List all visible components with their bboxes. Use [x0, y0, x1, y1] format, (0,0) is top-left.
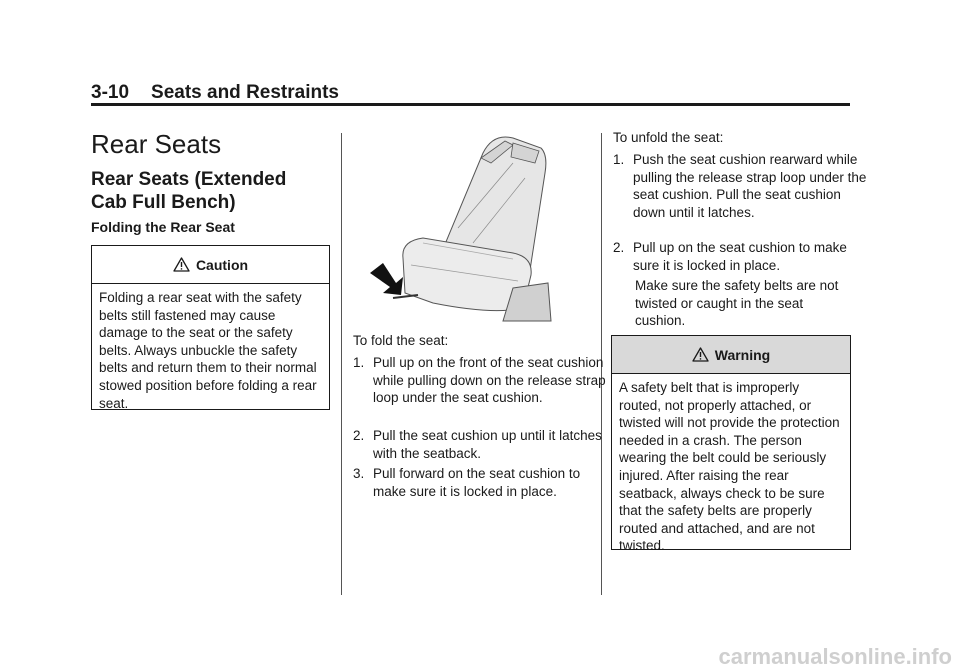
section-title: Seats and Restraints: [151, 82, 339, 103]
page-title: Rear Seats: [91, 129, 222, 159]
caution-text: Folding a rear seat with the safety belts still fastened may cause damage to the seat or the safety belts. Always unbuckle the safety belts and return them to their normal stowed position before folding a rear seat.: [99, 290, 317, 411]
warning-text: A safety belt that is improperly routed, not properly attached, or twisted will not provide the protection needed in a crash. The person wearing the belt could be seriously injured. After raising the rear seatback, always check to be sure that the safety belts are properly routed and attached, and are not twisted.: [619, 380, 840, 554]
fold-step-2-text: Pull the seat cushion up until it latches with the seatback.: [373, 428, 602, 461]
unfold-note: Make sure the safety belts are not twisted or caught in the seat cushion.: [635, 278, 839, 329]
page-header: [91, 82, 339, 104]
fold-step-3: [353, 465, 613, 500]
fold-step-3-text: Pull forward on the seat cushion to make sure it is locked in place.: [373, 466, 581, 499]
header-rule: [91, 103, 850, 106]
page-number: 3-10: [91, 82, 130, 103]
unfold-step-1-text: Push the seat cushion rearward while pulling the release strap loop under the seat cushion. Pull the seat cushion down until it latches.: [633, 152, 867, 220]
warning-icon: [692, 347, 709, 362]
unfold-intro: To unfold the seat:: [613, 130, 724, 145]
fold-step-3-num: 3.: [353, 466, 365, 481]
caution-label: Caution: [195, 256, 249, 273]
unfold-step-1-num: 1.: [613, 152, 625, 167]
warning-box: [611, 335, 851, 554]
fold-step-2-num: 2.: [353, 428, 365, 443]
caution-header: [92, 246, 329, 284]
fold-step-1-text: Pull up on the front of the seat cushion while pulling down on the release strap loop under the seat cushion.: [373, 355, 606, 406]
unfold-step-2: [613, 239, 873, 274]
fold-step-1: [353, 354, 613, 407]
fold-intro: To fold the seat:: [353, 333, 449, 348]
section-subtitle: Rear Seats (Extended Cab Full Bench): [91, 169, 287, 213]
column-divider-1: [341, 133, 342, 595]
caution-icon: [173, 257, 190, 272]
watermark: carmanualsonline.info: [718, 644, 952, 669]
caution-box: [91, 245, 330, 410]
warning-label: Warning: [714, 346, 771, 363]
unfold-step-2-text: Pull up on the seat cushion to make sure it is locked in place.: [633, 240, 847, 273]
rear-seat-illustration: [363, 133, 553, 323]
fold-step-2: [353, 427, 613, 462]
unfold-step-2-num: 2.: [613, 240, 625, 255]
subheading: Folding the Rear Seat: [91, 219, 235, 235]
warning-header: [612, 336, 850, 374]
unfold-step-1: [613, 151, 873, 221]
fold-step-1-num: 1.: [353, 355, 365, 370]
